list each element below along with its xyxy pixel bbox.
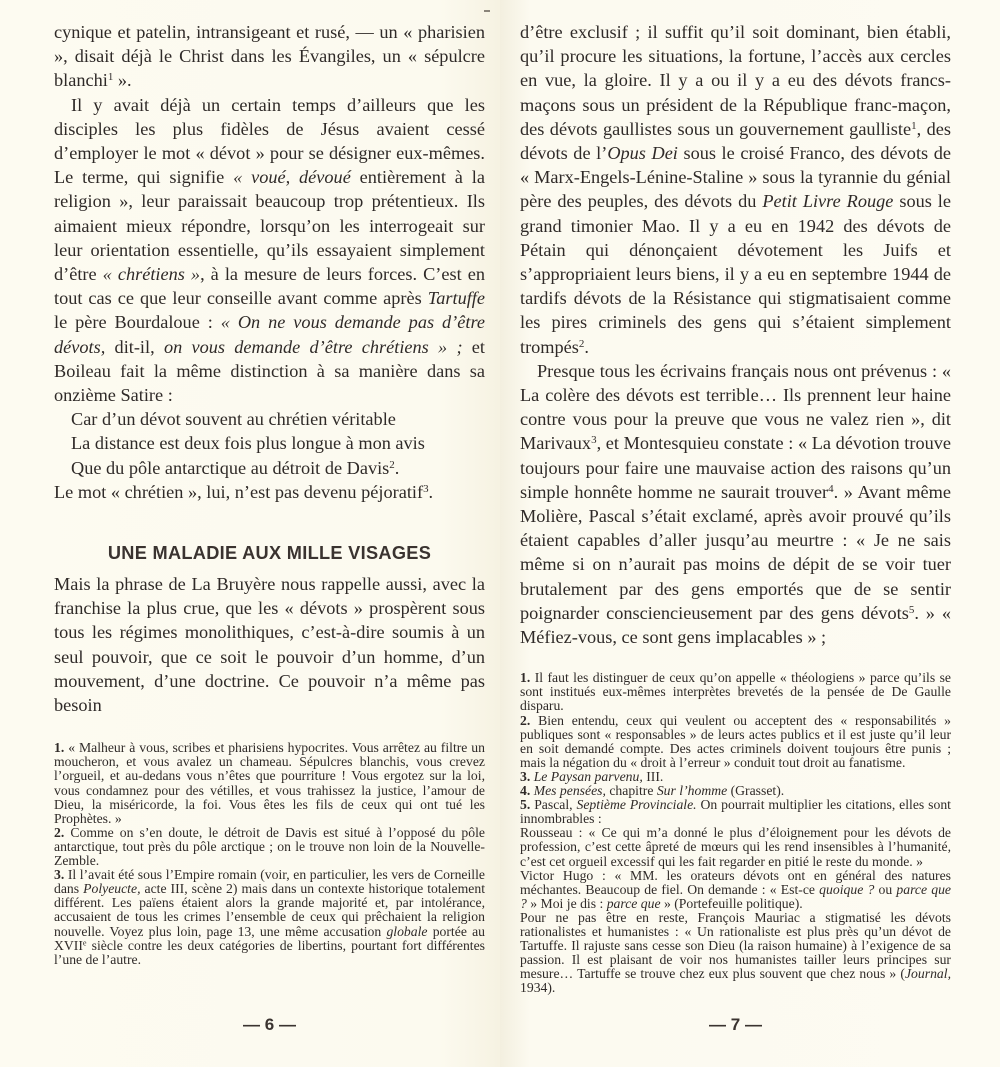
- footnote-ref: 4: [828, 482, 834, 495]
- left-body-text: [54, 20, 485, 407]
- paragraph: cynique et patelin, intransigeant et rusé, — un « pharisien », disait déjà le Christ dans les Évangiles, un « sépulcre blanchi$^1$ ».: [54, 22, 485, 91]
- footnote-ref: 1: [911, 119, 917, 132]
- footnote-ref: 3: [591, 434, 597, 447]
- paragraph: Presque tous les écrivains français nous ont prévenus : « La colère des dévots est terrible… Ils prennent leur haine contre vous pour la preuve que vous ne valez rien », dit Marivaux$^3$, et Montesquieu constate : « La dévotion trouve toujours pour faire une mauvaise action des raisons qu’un simple honnête homme ne saurait trouver$^4$. » Avant même Molière, Pascal s’était exclamé, après avoir prouvé qu’ils étaient capables d’aller jusqu’au meurtre : « Je ne sais même si on n’aurait pas moins de dépit de se voir tuer brutalement par des gens emportés que de se sentir poignarder consciencieusement par des gens dévots$^5$. » « Méfiez-vous, ce sont gens implacables » ;: [520, 360, 952, 648]
- left-footnotes: [54, 741, 485, 967]
- page-number: — 6 —: [243, 1015, 296, 1035]
- footnote-ref: 3: [423, 482, 429, 495]
- footnote: 4. Mes pensées, chapitre Sur l’homme (Grasset).: [520, 783, 785, 799]
- page-number: — 7 —: [709, 1015, 762, 1035]
- footnote: 5. Pascal, Septième Provinciale. On pourrait multiplier les citations, elles sont innombrables :: [520, 797, 951, 827]
- footnote-quote: Rousseau : « Ce qui m’a donné le plus d’éloignement pour les dévots de profession, c’est cette âpreté de mœurs qui les rend insensibles à l’humanité, c’est cet orgueil excessif qui les fait regarder en pitié le reste du monde. »: [520, 825, 951, 869]
- print-mark: [484, 10, 490, 12]
- footnote-ref: 5: [908, 603, 915, 616]
- paragraph: d’être exclusif ; il suffit qu’il soit dominant, bien établi, qu’il procure les situations, la fortune, l’accès aux cercles en vue, la gloire. Il y a ou il y a eu des dévots francs-maçons sous un président de la République franc-maçon, des dévots gaullistes sous un gouvernement gaulliste$^1$, des dévots de l’Opus Dei sous le croisé Franco, des dévots de « Marx-Engels-Lénine-Staline » sous la tyrannie du génial père des peuples, des dévots du Petit Livre Rouge sous le grand timonier Mao. Il y a eu en 1942 des dévots de Pétain qui dénonçaient dévotement les Juifs et s’appropriaient leurs biens, il y a eu en septembre 1944 de tardifs dévots de la Résistance qui stigmatisaient comme les pires criminels des gens qui s’étaient simplement trompés$^2$.: [520, 22, 951, 357]
- paragraph: Mais la phrase de La Bruyère nous rappelle aussi, avec la franchise la plus crue, que les « dévots » prospèrent sous tous les régimes monolithiques, c’est-à-dire soumis à un seul pouvoir, que ce soit le pouvoir d’un homme, d’un mouvement, d’une doctrine. Ce pouvoir n’a même pas besoin: [54, 574, 485, 716]
- footnote-ref: 2: [578, 337, 585, 350]
- footnote: 3. Il l’avait été sous l’Empire romain (voir, en particulier, les vers de Corneille dans Polyeucte, acte III, scène 2) mais dans un contexte historique totalement différent. Les païens étaient alors la grande majorité et, par intolérance, accusaient de tous les crimes l’ensemble de ceux qui prêchaient la religion nouvelle. Voyez plus loin, page 13, une même accusation globale portée au XVIIe siècle contre les deux catégories de libertins, pourtant fort différentes l’une de l’autre.: [54, 867, 485, 967]
- footnote-ref: 2: [389, 458, 395, 471]
- footnote: 1. « Malheur à vous, scribes et pharisiens hypocrites. Vous arrêtez au filtre un moucheron, et vous avalez un chameau. Sépulcres blanchis, vous crevez l’orgueil, et au-dedans vous n’êtes que pourriture ! Vous ergotez sur la loi, vous condamnez pour des vétilles, et vous trahissez la justice, l’amour de Dieu, la miséricorde, la foi. Vous êtes les fils de ceux qui ont tué les Prophètes. »: [54, 740, 485, 826]
- paragraph: Il y avait déjà un certain temps d’ailleurs que les disciples les plus fidèles de Jésus avaient cessé d’employer le mot « dévot » pour se désigner eux-mêmes. Le terme, qui signifie « voué, dévoué entièrement à la religion », leur paraissait beaucoup trop prétentieux. Ils aimaient mieux répondre, lorsqu’on les interrogeait sur leur orientation essentielle, qu’ils essayaient simplement d’être « chrétiens », à la mesure de leurs forces. C’est en tout cas ce que leur conseille avant comme après Tartuffe le père Bourdaloue : « On ne vous demande pas d’être dévots, dit-il, on vous demande d’être chrétiens » ; et Boileau fait la même distinction à sa manière dans sa onzième Satire :: [54, 94, 485, 406]
- footnote: 3. Le Paysan parvenu, III.: [520, 768, 664, 784]
- right-page: [500, 0, 1000, 1067]
- verse-quote: [54, 407, 485, 480]
- footnote-quote: Pour ne pas être en reste, François Mauriac a stigmatisé les dévots rationalistes et humanistes : « Un rationaliste est plus près qu’un dévot de Tartuffe. Il rajuste sans cesse son Dieu (la raison humaine) à l’exigence de sa passion. Il est plaisant de voir nos humanistes tailler leurs principes sur mesure… Tartuffe se trouve chez eux plus souvent que chez nous » (Journal, 1934).: [520, 909, 951, 996]
- paragraph: Le mot « chrétien », lui, n’est pas devenu péjoratif$^3$.: [54, 481, 434, 502]
- left-page-content: [54, 20, 485, 995]
- footnote-ref: 1: [107, 71, 114, 84]
- footnote: 2. Bien entendu, ceux qui veulent ou acceptent des « responsabilités » publiques sont « responsables » de leurs actes publics et il est juste qu’il leur en soit demandé compte. Des actes criminels doivent toujours être punis ; mais la négation du « droit à l’erreur » conduit tout droit au fanatisme.: [520, 712, 951, 770]
- verse-line: Que du pôle antarctique au détroit de Davis$^2$.: [71, 457, 400, 478]
- right-body-text: [520, 20, 951, 649]
- verse-line: Car d’un dévot souvent au chrétien véritable: [71, 409, 396, 430]
- footnote-quote: Victor Hugo : « MM. les orateurs dévots ont en général des natures méchantes. Beaucoup de fiel. On demande : « Est-ce quoique ? ou parce que ? » Moi je dis : parce que » (Portefeuille politique).: [520, 867, 951, 911]
- right-page-content: [520, 20, 951, 995]
- section-heading: UNE MALADIE AUX MILLE VISAGES: [107, 543, 432, 564]
- right-footnotes: [520, 671, 951, 995]
- footnote: 1. Il faut les distinguer de ceux qu’on appelle « théologiens » parce qu’ils se sont institués eux-mêmes interprètes brevetés de la pensée de De Gaulle disparu.: [520, 670, 951, 714]
- footnote: 2. Comme on s’en doute, le détroit de Davis est situé à l’opposé du pôle antarctique, tout près du pôle arctique ; on le trouve non loin de la Nouvelle-Zemble.: [54, 824, 485, 869]
- verse-line: La distance est deux fois plus longue à mon avis: [71, 433, 425, 454]
